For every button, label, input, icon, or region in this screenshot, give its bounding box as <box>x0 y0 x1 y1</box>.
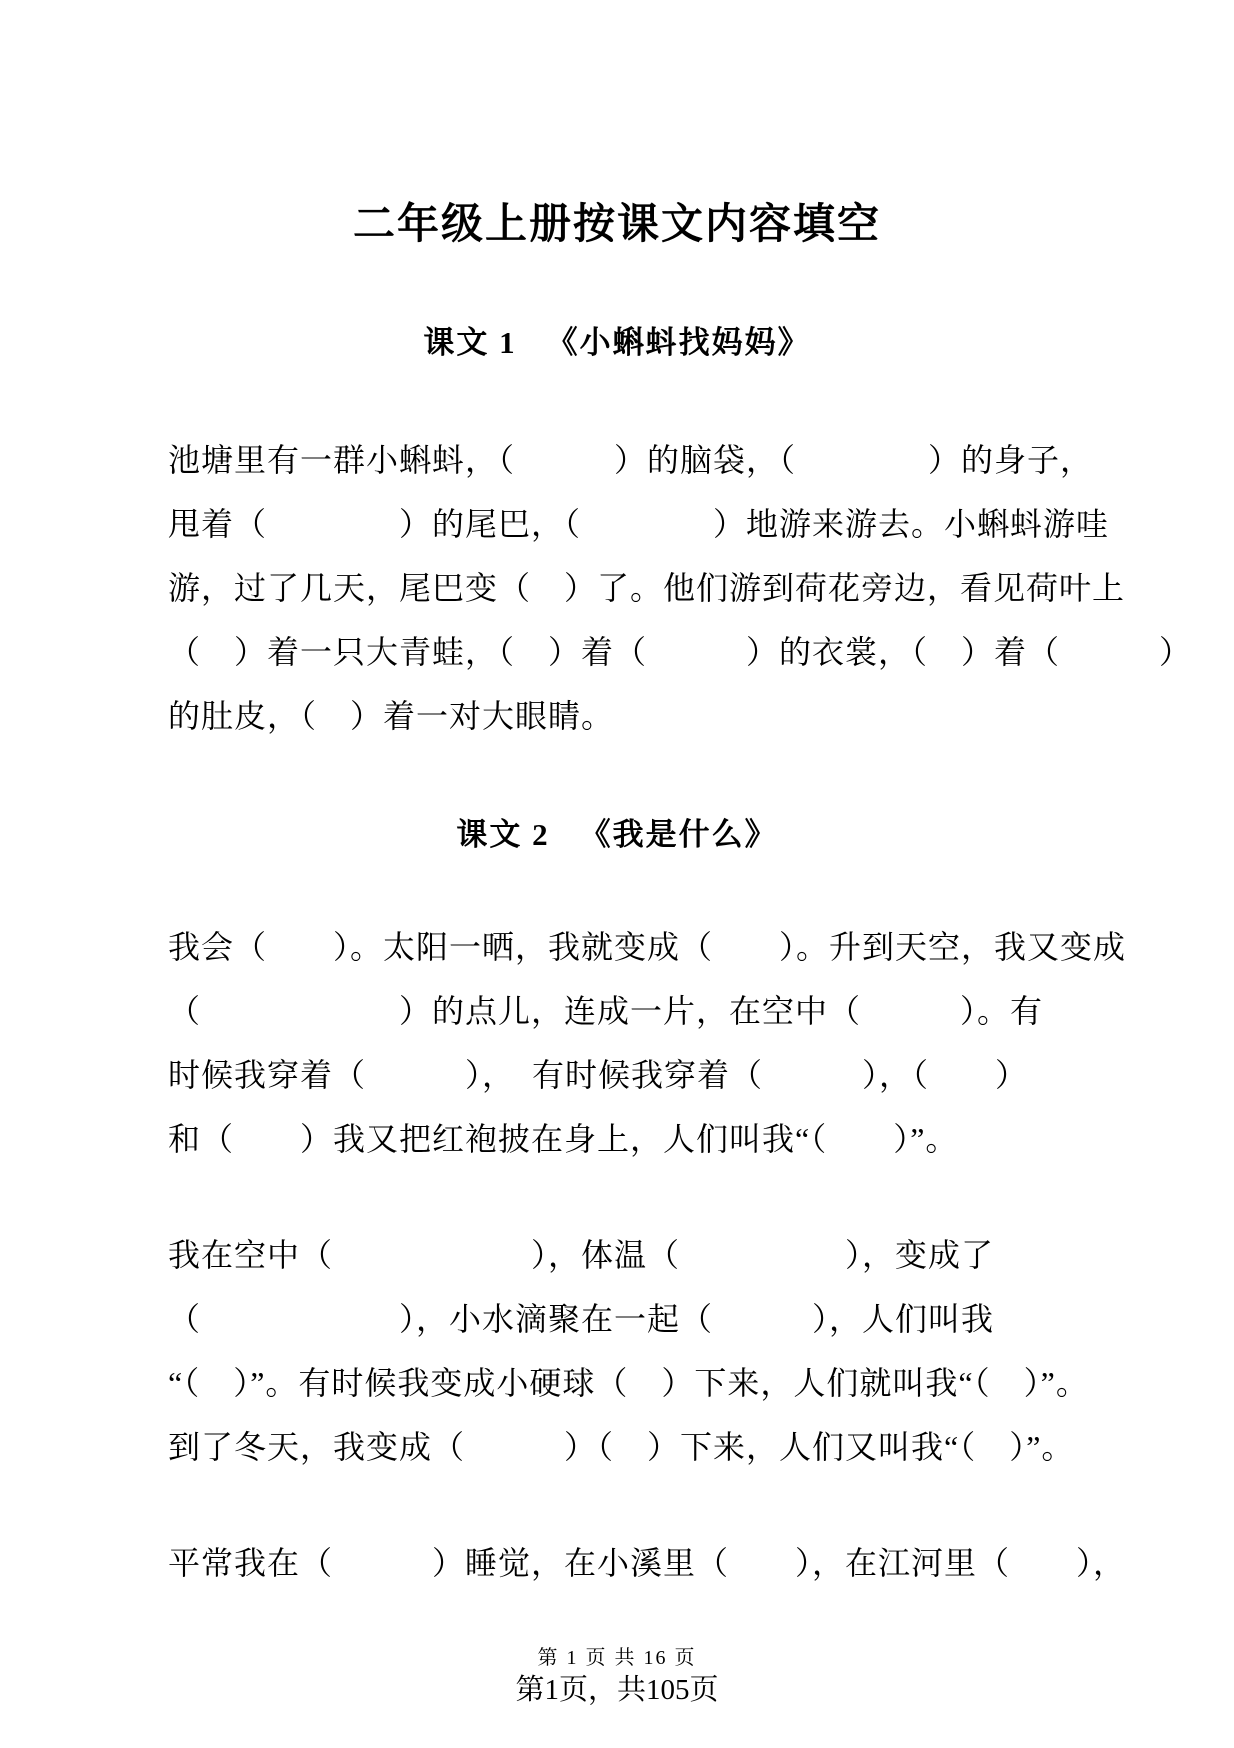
paragraph <box>168 1531 1127 1595</box>
text-line: 我在空中（ ），体温（ ），变成了 <box>168 1237 995 1273</box>
text-line: “（ ）”。有时候我变成小硬球（ ）下来，人们就叫我“（ ）”。 <box>168 1365 1089 1401</box>
section-1-book-title: 《小蝌蚪找妈妈》 <box>546 325 811 360</box>
page-number-small: 第 1 页 共 16 页 <box>537 1647 697 1669</box>
text-line: 甩着（ ）的尾巴，（ ）地游来游去。小蝌蚪游哇 <box>168 506 1110 542</box>
section-1-number: 课文 1 <box>423 325 517 360</box>
text-line: （ ）的点儿，连成一片，在空中（ ）。有 <box>168 993 1044 1029</box>
text-line: 池塘里有一群小蝌蚪，（ ）的脑袋，（ ）的身子， <box>168 442 1094 478</box>
section-2-heading <box>168 817 1066 853</box>
text-line: （ ）着一只大青蛙，（ ）着（ ）的衣裳，（ ）着（ ） <box>168 634 1193 670</box>
section-2-book-title: 《我是什么》 <box>579 817 778 852</box>
text-line: 到了冬天，我变成（ ）（ ）下来，人们又叫我“（ ）”。 <box>168 1429 1075 1465</box>
page-number-large: 第1页，共105页 <box>515 1674 719 1706</box>
text-line: 时候我穿着（ ）， 有时候我穿着（ ），（ ） <box>168 1057 1029 1093</box>
text-line: 游，过了几天，尾巴变（ ）了。他们游到荷花旁边，看见荷叶上 <box>168 570 1126 606</box>
paragraph <box>168 915 1127 1171</box>
page-footer <box>0 1645 1234 1708</box>
text-line: 和（ ）我又把红袍披在身上，人们叫我“（ ）”。 <box>168 1121 959 1157</box>
document-title: 二年级上册按课文内容填空 <box>352 202 881 248</box>
paragraph <box>168 428 1193 748</box>
text-line: 我会（ ）。太阳一晒，我就变成（ ）。升到天空，我又变成 <box>168 929 1127 965</box>
paragraph <box>168 1223 1089 1479</box>
section-1-heading <box>168 325 1066 361</box>
text-line: 的肚皮，（ ）着一对大眼睛。 <box>168 698 615 734</box>
section-2-number: 课文 2 <box>456 817 550 852</box>
text-line: 平常我在（ ）睡觉，在小溪里（ ），在江河里（ ）， <box>168 1545 1127 1581</box>
text-line: （ ），小水滴聚在一起（ ），人们叫我 <box>168 1301 995 1337</box>
